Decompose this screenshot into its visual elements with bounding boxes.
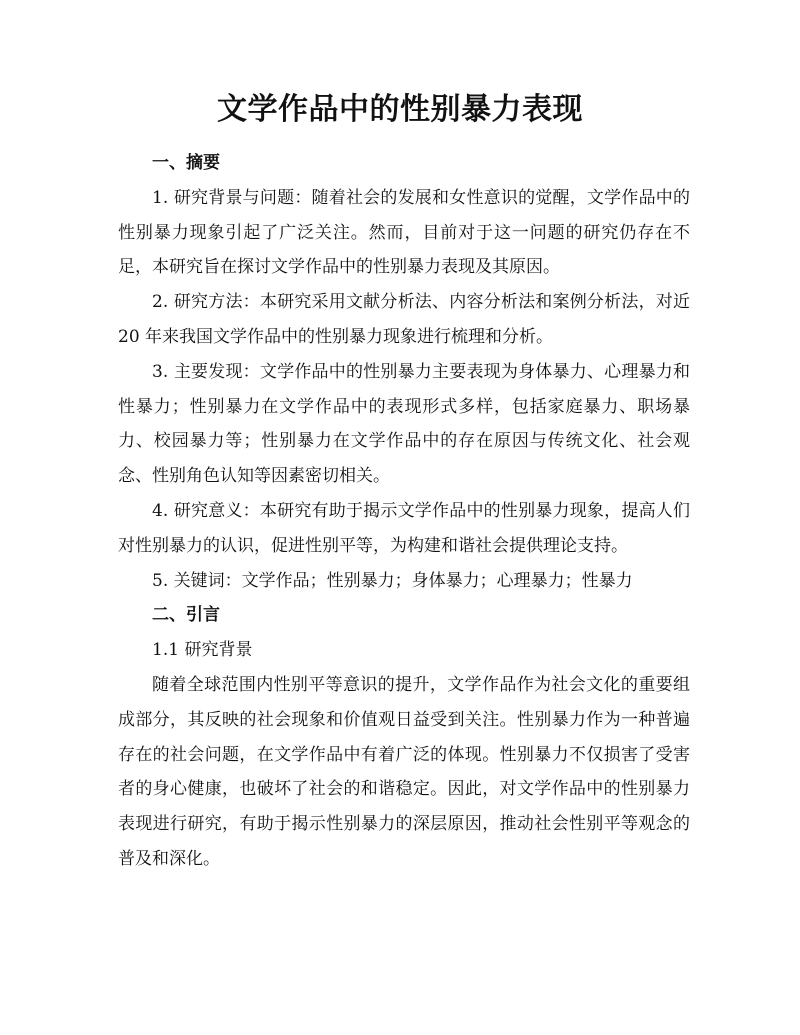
abstract-item-significance: 4. 研究意义：本研究有助于揭示文学作品中的性别暴力现象，提高人们对性别暴力的认识，促进性别平等，为构建和谐社会提供理论支持。 <box>118 500 690 556</box>
subsection-heading-background: 1.1 研究背景 <box>152 640 253 661</box>
document-title: 文学作品中的性别暴力表现 <box>217 92 583 127</box>
document-body <box>118 146 690 877</box>
section-heading-introduction: 二、引言 <box>152 605 220 626</box>
abstract-item-findings: 3. 主要发现：文学作品中的性别暴力主要表现为身体暴力、心理暴力和性暴力；性别暴力在文学作品中的表现形式多样，包括家庭暴力、职场暴力、校园暴力等；性别暴力在文学作品中的存在原因与传统文化、社会观念、性别角色认知等因素密切相关。 <box>118 361 690 487</box>
abstract-item-keywords: 5. 关键词：文学作品；性别暴力；身体暴力；心理暴力；性暴力 <box>152 570 633 591</box>
abstract-item-method: 2. 研究方法：本研究采用文献分析法、内容分析法和案例分析法，对近 20 年来我国文学作品中的性别暴力现象进行梳理和分析。 <box>118 292 690 347</box>
introduction-paragraph: 随着全球范围内性别平等意识的提升，文学作品作为社会文化的重要组成部分，其反映的社会现象和价值观日益受到关注。性别暴力作为一种普遍存在的社会问题，在文学作品中有着广泛的体现。性别暴力不仅损害了受害者的身心健康，也破坏了社会的和谐稳定。因此，对文学作品中的性别暴力表现进行研究，有助于揭示性别暴力的深层原因，推动社会性别平等观念的普及和深化。 <box>118 674 690 869</box>
section-heading-abstract: 一、摘要 <box>152 153 220 173</box>
abstract-item-background: 1. 研究背景与问题：随着社会的发展和女性意识的觉醒，文学作品中的性别暴力现象引起了广泛关注。然而，目前对于这一问题的研究仍存在不足，本研究旨在探讨文学作品中的性别暴力表现及其原因。 <box>118 187 690 278</box>
